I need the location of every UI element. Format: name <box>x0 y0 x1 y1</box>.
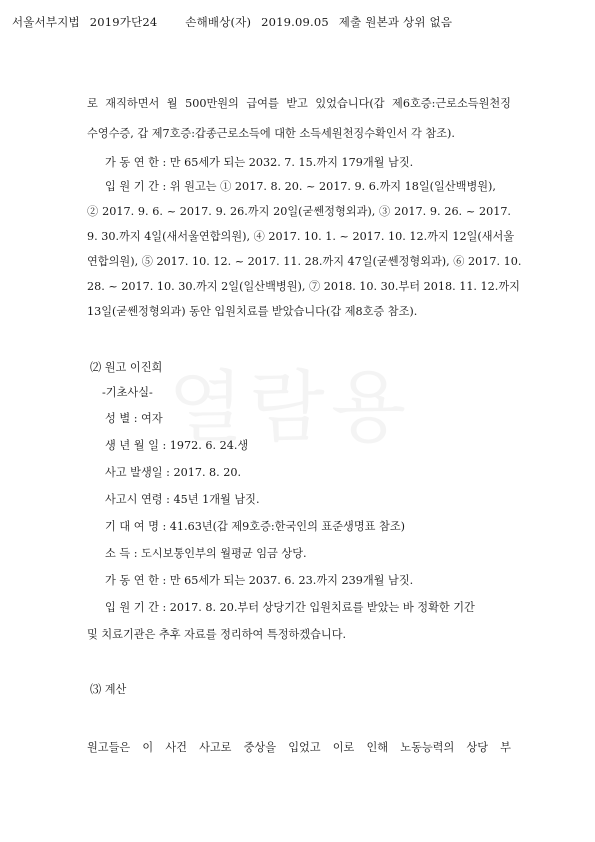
body-line: 13일(굳쎈정형외과) 동안 입원치료를 받았습니다(갑 제8호증 참조). <box>87 305 418 318</box>
court-name: 서울서부지법 <box>12 15 80 29</box>
body-line: 9. 30.까지 4일(새서울연합의원), ④ 2017. 10. 1. ~ 2017. 10. 12.까지 12일(새서울 <box>87 230 515 243</box>
earning-period-line: 가 동 연 한 : 만 65세가 되는 2032. 7. 15.까지 179개월 남짓. <box>105 156 414 169</box>
subsection-heading: -기초사실- <box>102 386 153 399</box>
hospitalization-line: 입 원 기 간 : 2017. 8. 20.부터 상당기간 입원치료를 받았는 바 정확한 기간 <box>105 601 475 614</box>
income-line: 소 득 : 도시보통인부의 월평균 임금 상당. <box>105 547 307 560</box>
case-number: 2019가단24 <box>89 15 158 29</box>
body-line: 28. ~ 2017. 10. 30.까지 2일(일산백병원), ⑦ 2018. 10. 30.부터 2018. 11. 12.까지 <box>87 280 520 293</box>
earning-period-line: 가 동 연 한 : 만 65세가 되는 2037. 6. 23.까지 239개월 남짓. <box>105 574 414 587</box>
body-line: 로 재직하면서 월 500만원의 급여를 받고 있었습니다(갑 제6호증:근로소득원천징 <box>87 97 511 110</box>
body-line: 수영수증, 갑 제7호증:갑종근로소득에 대한 소득세원천징수확인서 각 참조). <box>87 127 455 140</box>
case-type: 손해배상(자) <box>185 15 252 29</box>
accident-age-line: 사고시 연령 : 45년 1개월 남짓. <box>105 493 260 506</box>
hospitalization-line: 입 원 기 간 : 위 원고는 ① 2017. 8. 20. ~ 2017. 9. 6.까지 18일(일산백병원), <box>105 180 496 193</box>
body-line: 연합의원), ⑤ 2017. 10. 12. ~ 2017. 11. 28.까지 47일(굳쎈정형외과), ⑥ 2017. 10. <box>87 255 522 268</box>
accident-date-line: 사고 발생일 : 2017. 8. 20. <box>105 466 242 479</box>
authenticity-note: 제출 원본과 상위 없음 <box>338 15 453 29</box>
section-heading: ⑶ 계산 <box>90 683 127 696</box>
section-heading: ⑵ 원고 이진희 <box>90 361 163 374</box>
submission-date: 2019.09.05 <box>261 15 329 29</box>
gender-line: 성 별 : 여자 <box>105 412 163 425</box>
body-line: 및 치료기관은 추후 자료를 정리하여 특정하겠습니다. <box>87 628 347 641</box>
body-line: ② 2017. 9. 6. ~ 2017. 9. 26.까지 20일(굳쎈정형외과), ③ 2017. 9. 26. ~ 2017. <box>87 205 511 218</box>
document-header <box>12 14 452 30</box>
life-expectancy-line: 기 대 여 명 : 41.63년(갑 제9호증:한국인의 표준생명표 참조) <box>105 520 406 533</box>
birthdate-line: 생 년 월 일 : 1972. 6. 24.생 <box>105 439 249 452</box>
body-line: 원고들은 이 사건 사고로 중상을 입었고 이로 인해 노동능력의 상당 부 <box>87 741 511 754</box>
